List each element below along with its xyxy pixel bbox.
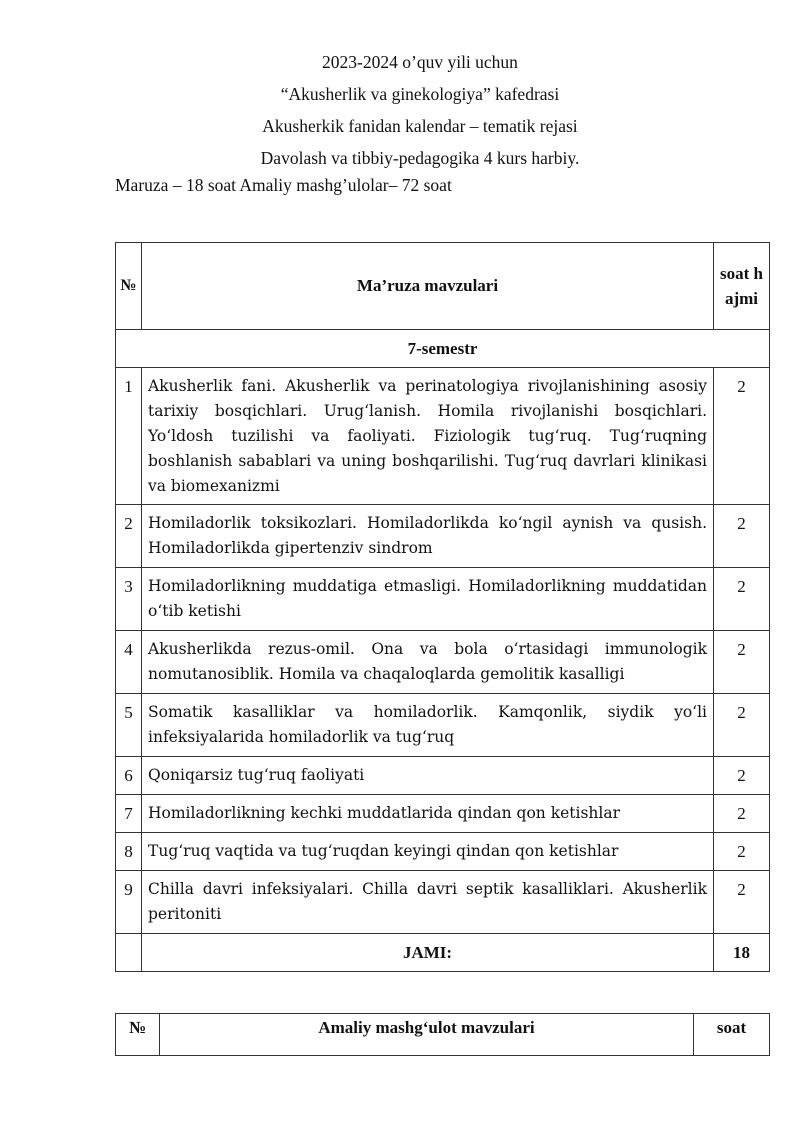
row-number: 4: [116, 631, 142, 694]
academic-year: 2023-2024 o’quv yili uchun: [322, 52, 518, 72]
row-topic: Tug‘ruq vaqtida va tug‘ruqdan keyingi qindan qon ketishlar: [142, 833, 714, 871]
table-row: [116, 694, 770, 757]
row-hours: 2: [714, 833, 770, 871]
practical-table-header: [116, 1014, 770, 1056]
row-topic: Qoniqarsiz tug‘ruq faoliyati: [142, 757, 714, 795]
row-number: 3: [116, 568, 142, 631]
table-row: [116, 568, 770, 631]
practical-table: [115, 1013, 770, 1056]
faculty-course: Davolash va tibbiy-pedagogika 4 kurs harbiy.: [260, 148, 580, 168]
row-hours: 2: [714, 871, 770, 934]
row-topic: Akusherlik fani. Akusherlik va perinatologiya rivojlanishining asosiy tarixiy bosqichlari. Urug‘lanish. Homila rivojlanishi bosqichlari. Yo‘ldosh tuzilishi va faoliyati. Fiziologik tug‘ruq. Tug‘ruqning boshlanish sabablari va uning boshqarilishi. Tug‘ruq davrlari klinikasi va biomexanizmi: [142, 368, 714, 505]
row-number: 9: [116, 871, 142, 934]
row-number: 1: [116, 368, 142, 505]
lecture-table-header: [116, 243, 770, 330]
row-hours: 2: [714, 631, 770, 694]
total-hours: 18: [714, 934, 770, 972]
table-row: [116, 795, 770, 833]
row-hours: 2: [714, 368, 770, 505]
plan-title: Akusherkik fanidan kalendar – tematik rejasi: [262, 116, 578, 136]
row-topic: Somatik kasalliklar va homiladorlik. Kamqonlik, siydik yo‘li infeksiyalarida homiladorlik va tug‘ruq: [142, 694, 714, 757]
practical-col-hours: soat: [694, 1014, 770, 1056]
row-number: 6: [116, 757, 142, 795]
hours-summary: Maruza – 18 soat Amaliy mashg’ulolar– 72 soat: [115, 175, 452, 195]
row-topic: Homiladorlikning kechki muddatlarida qindan qon ketishlar: [142, 795, 714, 833]
row-number: 7: [116, 795, 142, 833]
row-number: 5: [116, 694, 142, 757]
col-number-header: №: [116, 243, 142, 330]
table-row: [116, 368, 770, 505]
semester-label: 7-semestr: [116, 330, 770, 368]
row-hours: 2: [714, 757, 770, 795]
table-row: [116, 505, 770, 568]
row-topic: Homiladorlikning muddatiga etmasligi. Homiladorlikning muddatidan o‘tib ketishi: [142, 568, 714, 631]
row-hours: 2: [714, 505, 770, 568]
total-label: JAMI:: [142, 934, 714, 972]
row-hours: 2: [714, 568, 770, 631]
department-name: “Akusherlik va ginekologiya” kafedrasi: [280, 84, 560, 104]
row-topic: Homiladorlik toksikozlari. Homiladorlikda ko‘ngil aynish va qusish. Homiladorlikda gipertenziv sindrom: [142, 505, 714, 568]
semester-row: [116, 330, 770, 368]
row-number: 8: [116, 833, 142, 871]
document-header: [0, 46, 800, 174]
col-hours-header: soat hajmi: [714, 243, 770, 330]
row-topic: Akusherlikda rezus-omil. Ona va bola o‘rtasidagi immunologik nomutanosiblik. Homila va chaqaloqlarda gemolitik kasalligi: [142, 631, 714, 694]
table-row: [116, 631, 770, 694]
table-row: [116, 833, 770, 871]
practical-col-number: №: [116, 1014, 160, 1056]
lecture-table: [115, 242, 770, 972]
row-hours: 2: [714, 694, 770, 757]
table-row: [116, 757, 770, 795]
row-hours: 2: [714, 795, 770, 833]
practical-col-topic: Amaliy mashg‘ulot mavzulari: [160, 1014, 694, 1056]
row-number: 2: [116, 505, 142, 568]
col-topic-header: Ma’ruza mavzulari: [142, 243, 714, 330]
total-row: [116, 934, 770, 972]
table-row: [116, 871, 770, 934]
row-topic: Chilla davri infeksiyalari. Chilla davri septik kasalliklari. Akusherlik peritoniti: [142, 871, 714, 934]
